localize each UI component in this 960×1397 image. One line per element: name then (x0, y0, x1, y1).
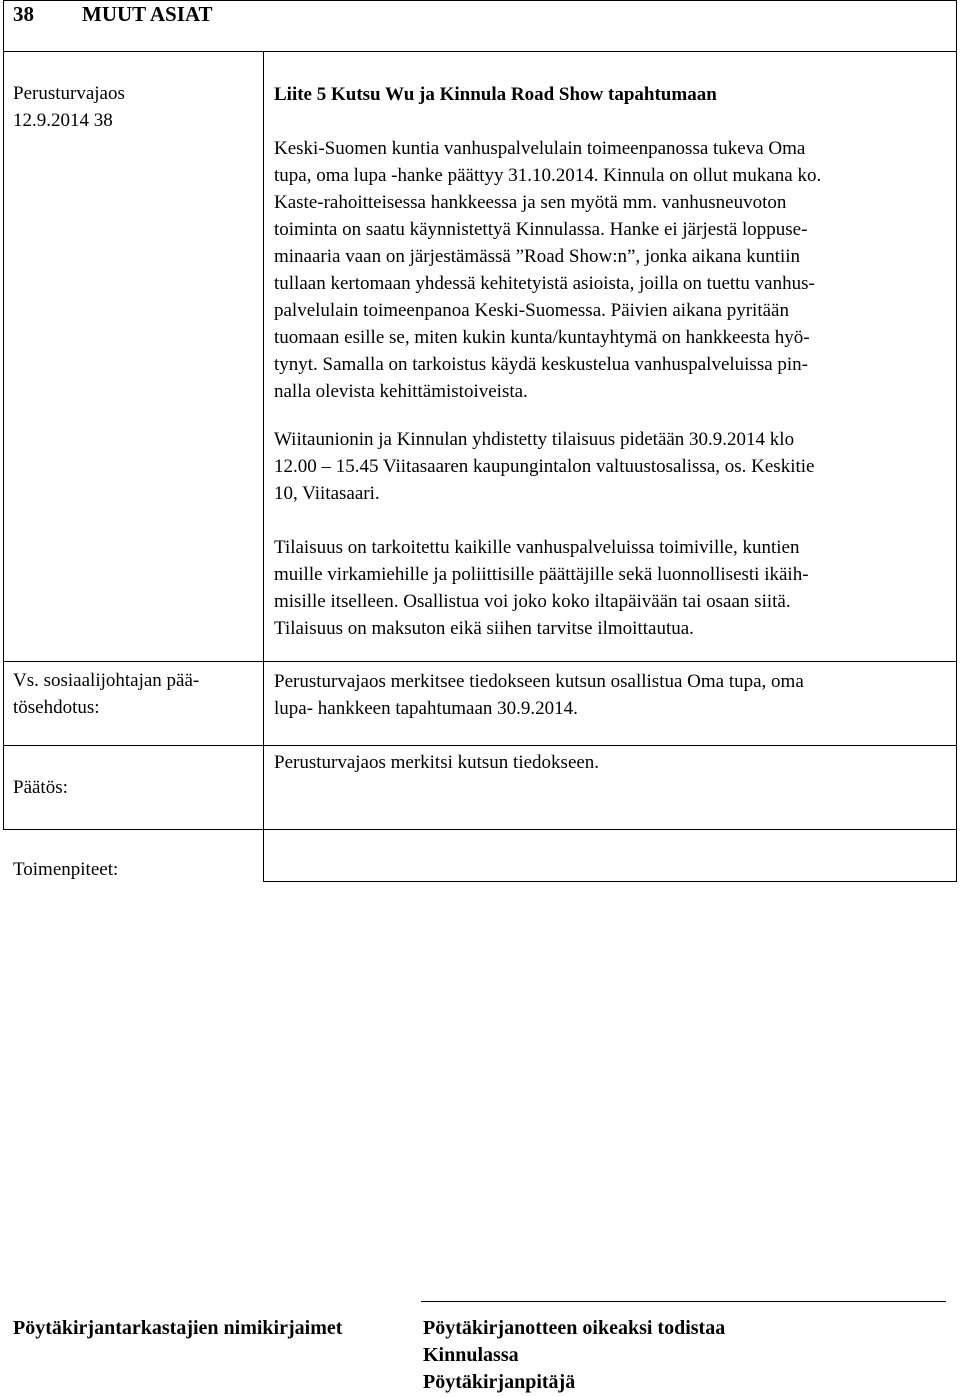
paragraph-line: tuomaan esille se, miten kukin kunta/kuntayhtymä on hankkeesta hyö- (274, 327, 810, 348)
paragraph-line: Kaste-rahoitteisessa hankkeessa ja sen myötä mm. vanhusneuvoton (274, 192, 787, 213)
paragraph-line: tynyt. Samalla on tarkoistus käydä keskustelua vanhuspalveluissa pin- (274, 354, 809, 375)
proposal-label-line1: Vs. sosiaalijohtajan pää- (13, 670, 200, 691)
paragraph-event-details (274, 426, 954, 507)
decision-label: Päätös: (13, 777, 68, 798)
frame-left-border (3, 0, 4, 830)
frame-bottom-line (263, 881, 957, 882)
footer-rule (421, 1301, 946, 1302)
paragraph-line: tullaan kertomaan yhdessä kehitetyistä asioista, joilla on tuettu vanhus- (274, 273, 815, 294)
meeting-date-number: 12.9.2014 38 (13, 110, 113, 131)
paragraph-line: Keski-Suomen kuntia vanhuspalvelulain toimeenpanossa tukeva Oma (274, 138, 806, 159)
frame-row-divider-proposal (3, 661, 957, 662)
frame-column-divider (263, 51, 264, 882)
document-title: Liite 5 Kutsu Wu ja Kinnula Road Show tapahtumaan (274, 84, 717, 105)
paragraph-line: Wiitaunionin ja Kinnulan yhdistetty tilaisuus pidetään 30.9.2014 klo (274, 429, 795, 450)
paragraph-line: 12.00 – 15.45 Viitasaaren kaupungintalon valtuustosalissa, os. Keskitie (274, 456, 815, 477)
paragraph-line: tupa, oma lupa -hanke päättyy 31.10.2014. Kinnula on ollut mukana ko. (274, 165, 822, 186)
section-number: 38 (13, 2, 34, 26)
proposal-label-line2: tösehdotus: (13, 697, 100, 718)
actions-label: Toimenpiteet: (13, 859, 119, 880)
paragraph-line: minaaria vaan on järjestämässä ”Road Show:n”, jonka aikana kuntiin (274, 246, 801, 267)
decision-text: Perusturvajaos merkitsi kutsun tiedokseen. (274, 752, 600, 773)
paragraph-line: palvelulain toimeenpanoa Keski-Suomessa. Päivien aikana pyritään (274, 300, 789, 321)
frame-row-divider-actions (3, 829, 957, 830)
paragraph-line: 10, Viitasaari. (274, 483, 380, 504)
frame-right-border (956, 0, 957, 882)
footer-initials-label: Pöytäkirjantarkastajien nimikirjaimet (13, 1317, 343, 1339)
section-title: MUUT ASIAT (82, 2, 213, 26)
footer-certification-label: Pöytäkirjanotteen oikeaksi todistaa (423, 1317, 726, 1339)
paragraph-line: misille itselleen. Osallistua voi joko koko iltapäivään tai osaan siitä. (274, 591, 791, 612)
proposal-text (274, 668, 954, 722)
paragraph-background (274, 135, 954, 405)
paragraph-line: lupa- hankkeen tapahtumaan 30.9.2014. (274, 698, 578, 719)
paragraph-line: Perusturvajaos merkitsee tiedokseen kutsun osallistua Oma tupa, oma (274, 671, 804, 692)
paragraph-line: muille virkamiehille ja poliittisille päättäjille sekä luonnollisesti ikäih- (274, 564, 809, 585)
paragraph-line: Tilaisuus on maksuton eikä siihen tarvitse ilmoittautua. (274, 618, 694, 639)
frame-header-divider (3, 51, 957, 52)
meeting-name: Perusturvajaos (13, 83, 125, 104)
paragraph-line: nalla olevista kehittämistoiveista. (274, 381, 528, 402)
paragraph-line: toiminta on saatu käynnistettyä Kinnulassa. Hanke ei järjestä loppuse- (274, 219, 808, 240)
frame-row-divider-decision (3, 745, 957, 746)
footer-place: Kinnulassa (423, 1344, 519, 1366)
footer-secretary-label: Pöytäkirjanpitäjä (423, 1371, 576, 1393)
paragraph-line: Tilaisuus on tarkoitettu kaikille vanhuspalveluissa toimiville, kuntien (274, 537, 800, 558)
paragraph-audience (274, 534, 954, 642)
